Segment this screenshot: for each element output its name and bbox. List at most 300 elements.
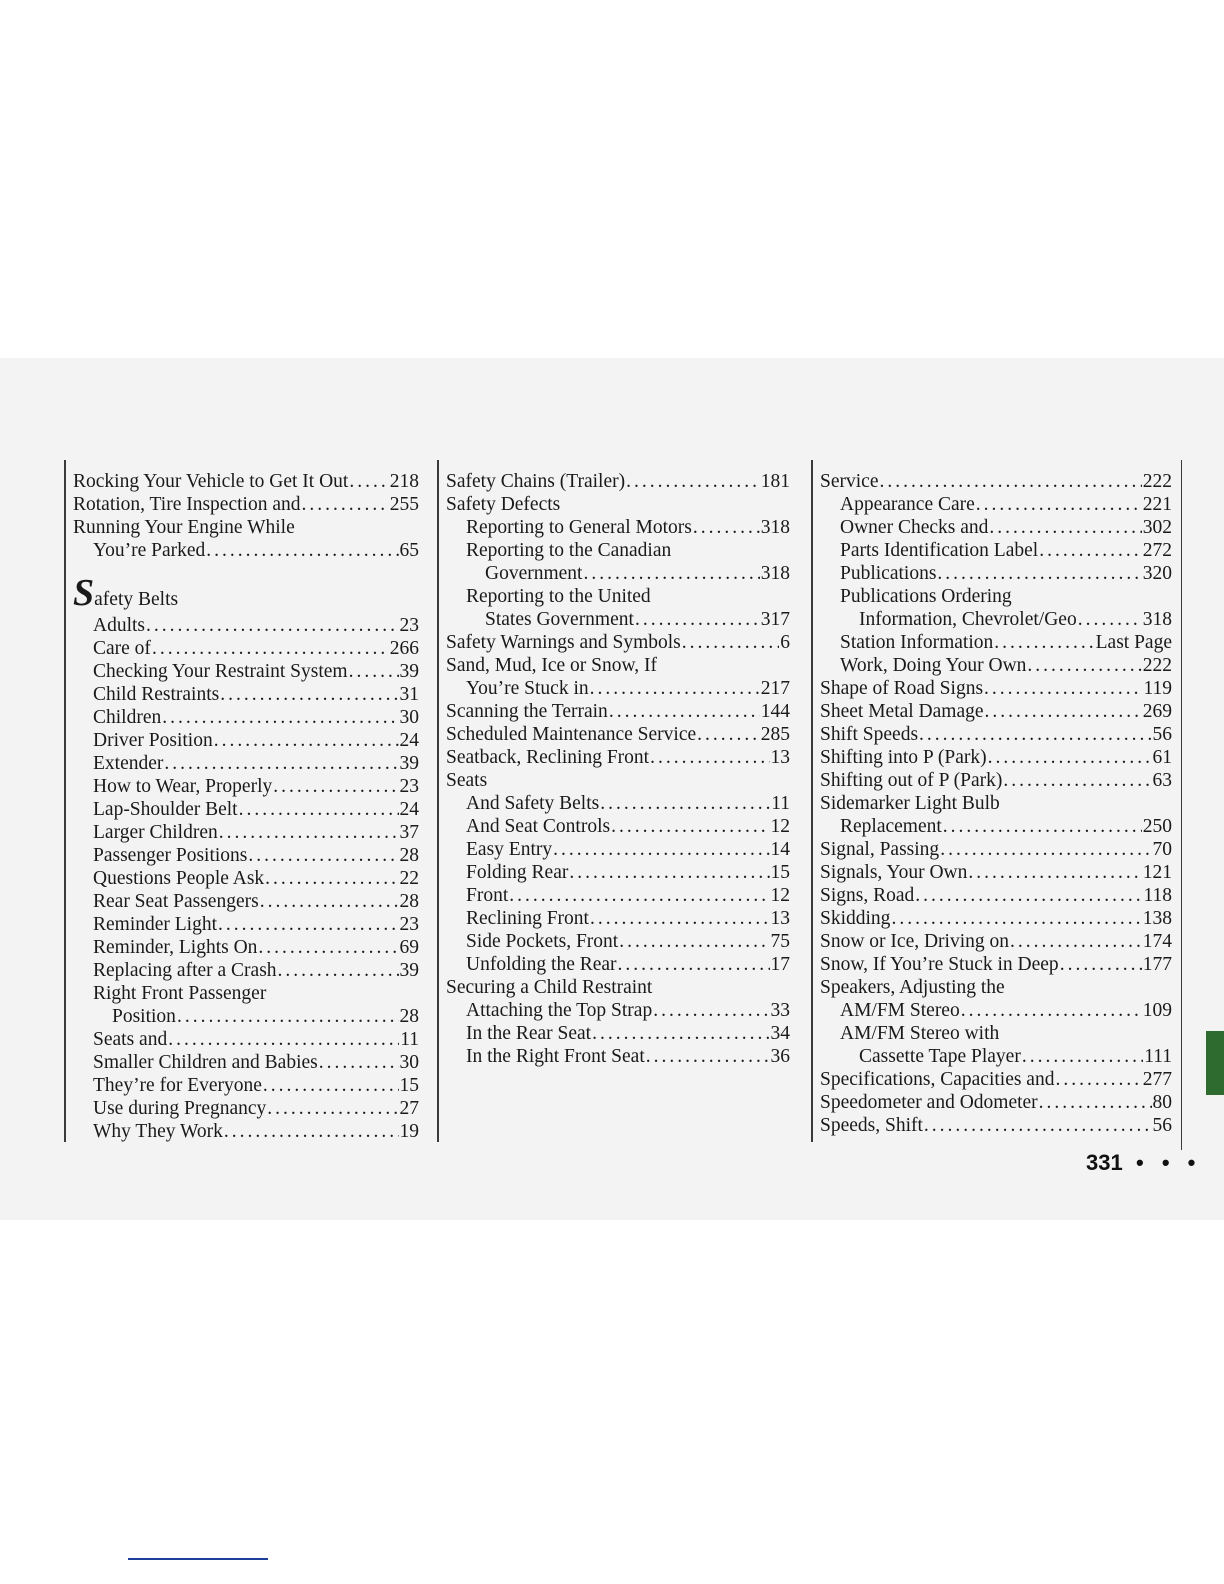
dot-leader [206,539,398,562]
index-entry-text: Sheet Metal Damage [820,701,984,722]
dot-leader [248,844,398,867]
index-entry [73,913,419,936]
index-entry-page: 69 [399,937,419,958]
index-entry-text: Checking Your Restraint System [93,661,348,682]
index-entry-page: 39 [399,960,419,981]
dot-leader [988,746,1152,769]
index-entry-text: Publications Ordering [840,586,1012,607]
dot-leader [267,1097,398,1120]
index-entry-page: 56 [1152,1115,1172,1136]
index-entry [73,470,419,493]
dot-leader [509,884,769,907]
index-entry [446,976,790,999]
index-entry [820,769,1172,792]
index-entry-page: 318 [1142,609,1172,630]
index-entry [820,539,1172,562]
index-entry-page: 177 [1142,954,1172,975]
index-entry-text: AM/FM Stereo with [840,1023,1000,1044]
index-entry [820,999,1172,1022]
index-entry-text: Replacement [840,816,942,837]
index-entry-page: 65 [399,540,419,561]
index-entry-page: 144 [760,701,790,722]
index-entry-text: You’re Parked [93,540,206,561]
section-drop-cap: S [73,572,95,614]
index-entry-text: Use during Pregnancy [93,1098,267,1119]
index-entry-page: 70 [1152,839,1172,860]
index-entry-page: 23 [399,615,419,636]
dot-leader [220,683,398,706]
index-entry [820,884,1172,907]
index-entry-text: Seats and [93,1029,168,1050]
index-entry-text: And Safety Belts [466,793,600,814]
dot-leader [994,631,1094,654]
index-entry-page: 320 [1142,563,1172,584]
index-entry-text: Snow or Ice, Driving on [820,931,1010,952]
dot-leader [650,746,769,769]
index-entry [446,1045,790,1068]
index-entry-text: Questions People Ask [93,868,265,889]
index-entry-page: 23 [399,776,419,797]
index-entry-text: Parts Identification Label [840,540,1039,561]
index-entry [820,930,1172,953]
index-entry-text: Station Information [840,632,994,653]
index-entry-text: Signals, Your Own [820,862,968,883]
index-entry [446,746,790,769]
index-entry [73,1005,419,1028]
index-entry [446,930,790,953]
index-entry-page: 61 [1152,747,1172,768]
index-entry [446,700,790,723]
index-entry-text: Information, Chevrolet/Geo [859,609,1077,630]
index-entry-text: Safety Defects [446,494,561,515]
index-entry [73,775,419,798]
index-entry-page: 12 [770,885,790,906]
dot-leader [553,838,769,861]
index-entry-page: 317 [760,609,790,630]
index-entry-text: Folding Rear [466,862,569,883]
index-entry-text: Extender [93,753,164,774]
index-entry-page: 24 [399,799,419,820]
index-column-1 [73,470,419,1143]
dot-leader [1010,930,1142,953]
dot-leader [592,1022,769,1045]
index-entry [820,516,1172,539]
index-entry-text: Adults [93,615,146,636]
index-entry-text: Appearance Care [840,494,975,515]
index-entry-page: 14 [770,839,790,860]
index-entry-page: 119 [1143,678,1172,699]
dot-leader [219,821,399,844]
index-entry-text: Scheduled Maintenance Service [446,724,697,745]
index-entry-text: Smaller Children and Babies [93,1052,318,1073]
index-entry [820,723,1172,746]
index-entry [73,683,419,706]
index-entry [73,1074,419,1097]
dot-leader [618,953,770,976]
index-entry-page: 12 [770,816,790,837]
index-entry [73,821,419,844]
dot-leader [891,907,1141,930]
index-entry-text: How to Wear, Properly [93,776,273,797]
index-entry-text: Speakers, Adjusting the [820,977,1005,998]
index-entry-page: 269 [1142,701,1172,722]
index-entry-page: 36 [770,1046,790,1067]
index-entry-page: 37 [399,822,419,843]
dot-leader [1039,539,1142,562]
column-divider [811,460,813,1142]
index-entry-text: Front [466,885,509,906]
index-entry-text: And Seat Controls [466,816,611,837]
index-entry [820,953,1172,976]
index-entry-page: 30 [399,1052,419,1073]
index-entry-page: 222 [1142,471,1172,492]
index-entry-page: 39 [399,753,419,774]
index-entry-page: 6 [780,632,790,653]
dot-leader [682,631,779,654]
dot-leader [600,792,770,815]
index-entry [73,1028,419,1051]
index-entry-page: 277 [1142,1069,1172,1090]
index-entry [820,608,1172,631]
index-entry-page: 24 [399,730,419,751]
index-entry [73,539,419,562]
index-entry-page: 11 [771,793,790,814]
index-entry [820,1068,1172,1091]
index-entry [820,700,1172,723]
dot-leader [319,1051,399,1074]
index-entry-page: 318 [760,563,790,584]
footer-rule [128,1558,268,1560]
dot-leader [214,729,399,752]
index-entry-page: 121 [1142,862,1172,883]
index-entry-text: AM/FM Stereo [840,1000,960,1021]
dot-leader [626,470,760,493]
index-entry [73,493,419,516]
index-entry-text: Side Pockets, Front [466,931,619,952]
index-entry [73,516,419,539]
dot-leader [943,815,1142,838]
index-entry-page: 13 [770,908,790,929]
index-entry-text: Running Your Engine While [73,517,295,538]
index-entry-text: Child Restraints [93,684,220,705]
index-entry [820,907,1172,930]
index-entry-page: 174 [1142,931,1172,952]
index-entry [446,999,790,1022]
index-entry-page: 80 [1152,1092,1172,1113]
index-entry-text: Seatback, Reclining Front [446,747,650,768]
index-entry-text: Skidding [820,908,891,929]
index-entry-page: 28 [399,845,419,866]
column-divider [437,460,439,1142]
index-entry-page: 75 [770,931,790,952]
index-entry-page: 272 [1142,540,1172,561]
index-entry [820,677,1172,700]
index-entry-page: 285 [760,724,790,745]
dot-leader [879,470,1141,493]
index-entry-page: Last Page [1095,632,1172,653]
index-entry [73,982,419,1005]
index-entry-page: 17 [770,954,790,975]
index-entry-page: 250 [1142,816,1172,837]
index-entry [820,562,1172,585]
index-entry-page: 31 [399,684,419,705]
index-entry-page: 22 [399,868,419,889]
index-entry [820,1091,1172,1114]
index-entry-text: Speeds, Shift [820,1115,923,1136]
dot-leader [1060,953,1142,976]
dot-leader [985,700,1142,723]
column-divider [64,460,66,1142]
index-entry-page: 23 [399,914,419,935]
index-entry [73,614,419,637]
index-entry [446,815,790,838]
index-entry [446,654,790,677]
index-entry [446,884,790,907]
index-entry-text: Safety Chains (Trailer) [446,471,626,492]
dot-leader [1022,1045,1143,1068]
index-entry-page: 28 [399,891,419,912]
index-entry-text: Publications [840,563,937,584]
index-entry-page: 28 [399,1006,419,1027]
index-entry-text: Why They Work [93,1121,223,1142]
index-entry [73,936,419,959]
dot-leader [1003,769,1151,792]
index-entry-text: Reminder Light [93,914,218,935]
index-entry [820,1022,1172,1045]
dot-leader [653,999,769,1022]
index-entry-text: Rear Seat Passengers [93,891,259,912]
index-entry [446,562,790,585]
index-entry [446,838,790,861]
index-entry-text: In the Right Front Seat [466,1046,645,1067]
index-entry-text: Shift Speeds [820,724,919,745]
dot-leader [1078,608,1142,631]
index-entry-text: Scanning the Terrain [446,701,608,722]
dot-leader [968,861,1141,884]
dot-leader [940,838,1151,861]
dot-leader [302,493,389,516]
index-entry-text: Easy Entry [466,839,553,860]
index-entry [73,729,419,752]
index-entry [73,752,419,775]
index-entry-text: Reclining Front [466,908,589,929]
index-entry-text: They’re for Everyone [93,1075,262,1096]
index-entry-text: Seats [446,770,488,791]
dot-leader [924,1114,1152,1137]
section-heading-text: afety Belts [94,589,179,610]
index-entry [73,798,419,821]
page-number: 331 [1086,1150,1123,1175]
dot-leader [915,884,1142,907]
dot-leader [611,815,769,838]
index-entry-text: Owner Checks and [840,517,989,538]
index-entry-text: Right Front Passenger [93,983,267,1004]
index-entry [820,654,1172,677]
index-entry [446,608,790,631]
index-entry [446,470,790,493]
index-entry-text: Shifting into P (Park) [820,747,987,768]
index-entry-page: 13 [770,747,790,768]
index-entry-page: 118 [1143,885,1172,906]
index-entry [73,1120,419,1143]
index-entry-page: 111 [1144,1046,1172,1067]
index-entry-page: 63 [1152,770,1172,791]
index-entry [820,976,1172,999]
dot-leader [1039,1091,1152,1114]
index-entry [73,1097,419,1120]
dot-leader [260,890,399,913]
index-entry-text: Lap-Shoulder Belt [93,799,238,820]
index-entry-page: 19 [399,1121,419,1142]
index-entry-text: Cassette Tape Player [859,1046,1021,1067]
index-entry [820,1045,1172,1068]
index-entry-page: 218 [389,471,419,492]
dot-leader [263,1074,399,1097]
dot-leader [590,907,770,930]
index-entry-text: You’re Stuck in [466,678,589,699]
index-entry-text: Signal, Passing [820,839,940,860]
index-entry-text: Children [93,707,162,728]
dot-leader [937,562,1141,585]
index-entry-text: Government [485,563,583,584]
index-entry [820,1114,1172,1137]
index-entry-page: 15 [399,1075,419,1096]
index-entry [73,890,419,913]
index-entry [446,723,790,746]
dot-leader [224,1120,399,1143]
index-entry-page: 255 [389,494,419,515]
index-entry-page: 222 [1142,655,1172,676]
dot-leader [265,867,398,890]
index-entry [446,792,790,815]
dot-leader [258,936,398,959]
index-entry-page: 109 [1142,1000,1172,1021]
index-entry-text: Larger Children [93,822,218,843]
dot-leader [984,677,1142,700]
index-entry-text: Speedometer and Odometer [820,1092,1038,1113]
index-entry-text: Snow, If You’re Stuck in Deep [820,954,1059,975]
dot-leader [162,706,398,729]
index-column-2 [446,470,790,1068]
index-entry-text: Specifications, Capacities and [820,1069,1055,1090]
index-entry-text: Securing a Child Restraint [446,977,653,998]
dot-leader [693,516,760,539]
index-entry-page: 181 [760,471,790,492]
index-entry-text: Safety Warnings and Symbols [446,632,681,653]
dot-leader [919,723,1151,746]
index-entry-text: Reporting to the Canadian [466,540,672,561]
index-entry-page: 56 [1152,724,1172,745]
dot-leader [590,677,760,700]
dot-leader [218,913,398,936]
dot-leader [976,493,1142,516]
index-entry-text: Service [820,471,879,492]
index-entry-text: Position [112,1006,176,1027]
index-entry [73,867,419,890]
index-entry [820,585,1172,608]
index-entry-text: Passenger Positions [93,845,248,866]
index-entry-text: Sidemarker Light Bulb [820,793,1000,814]
index-entry [73,660,419,683]
index-entry-text: Reporting to the United [466,586,651,607]
index-entry-page: 11 [400,1029,419,1050]
index-entry-text: Replacing after a Crash [93,960,277,981]
index-entry [73,706,419,729]
index-entry-text: Work, Doing Your Own [840,655,1027,676]
dot-leader [239,798,399,821]
index-entry [446,539,790,562]
index-entry-text: Rocking Your Vehicle to Get It Out [73,471,349,492]
dot-leader [609,700,760,723]
dot-leader [569,861,769,884]
index-entry [446,585,790,608]
index-entry-text: Shifting out of P (Park) [820,770,1003,791]
index-entry [446,516,790,539]
dot-leader [152,637,389,660]
page-number-dots: • • • [1136,1150,1202,1175]
index-entry [820,493,1172,516]
index-entry [820,838,1172,861]
index-entry-text: Attaching the Top Strap [466,1000,653,1021]
index-entry-text: Driver Position [93,730,213,751]
dot-leader [635,608,760,631]
index-entry [73,1051,419,1074]
index-entry-page: 221 [1142,494,1172,515]
index-entry-page: 39 [399,661,419,682]
index-column-3 [820,470,1172,1137]
index-entry [820,815,1172,838]
index-entry-text: States Government [485,609,634,630]
index-entry-text: Rotation, Tire Inspection and [73,494,301,515]
index-entry [820,792,1172,815]
index-entry-page: 33 [770,1000,790,1021]
column-divider [1181,460,1182,1150]
index-entry-text: In the Rear Seat [466,1023,592,1044]
index-entry [820,746,1172,769]
index-entry [446,907,790,930]
index-entry-page: 15 [770,862,790,883]
index-entry [446,769,790,792]
index-entry [446,493,790,516]
index-entry-text: Shape of Road Signs [820,678,984,699]
index-entry-page: 34 [770,1023,790,1044]
index-entry [820,631,1172,654]
section-heading [73,574,419,614]
index-entry [446,861,790,884]
dot-leader [146,614,398,637]
dot-leader [168,1028,399,1051]
dot-leader [646,1045,770,1068]
index-entry-page: 266 [389,638,419,659]
index-entry-text: Care of [93,638,151,659]
index-entry [820,470,1172,493]
index-entry [73,844,419,867]
index-entry-page: 27 [399,1098,419,1119]
index-entry [73,959,419,982]
index-entry [820,861,1172,884]
dot-leader [583,562,759,585]
index-entry-page: 138 [1142,908,1172,929]
index-entry [446,953,790,976]
dot-leader [349,660,399,683]
index-entry-text: Reporting to General Motors [466,517,692,538]
dot-leader [1055,1068,1141,1091]
dot-leader [619,930,769,953]
dot-leader [164,752,398,775]
index-entry [73,637,419,660]
index-entry-page: 318 [760,517,790,538]
index-entry [446,631,790,654]
